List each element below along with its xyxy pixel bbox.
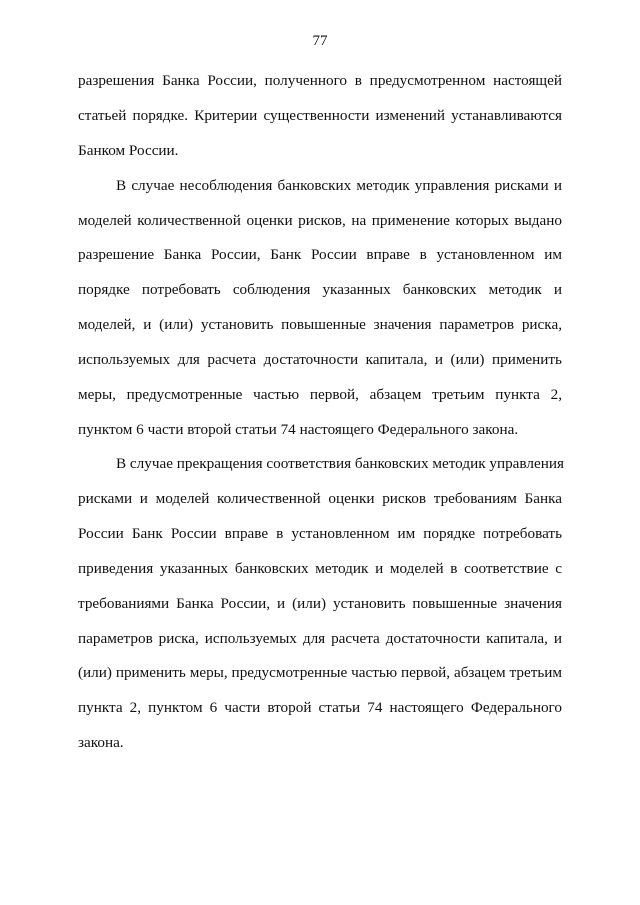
- paragraph-2-line-6: используемых для расчета достаточности капитала, и (или) применить: [78, 351, 562, 368]
- paragraph-2-line-2: моделей количественной оценки рисков, на применение которых выдано: [78, 212, 562, 229]
- paragraph-3-line-5: требованиями Банка России, и (или) установить повышенные значения: [78, 595, 562, 612]
- paragraph-1-line-3: Банком России.: [78, 142, 179, 159]
- paragraph-2-line-5: моделей, и (или) установить повышенные значения параметров риска,: [78, 316, 562, 333]
- paragraph-2-line-1: В случае несоблюдения банковских методик управления рисками и: [116, 177, 562, 194]
- paragraph-3-line-8: пункта 2, пунктом 6 части второй статьи 74 настоящего Федерального: [78, 699, 562, 716]
- paragraph-3-line-7: (или) применить меры, предусмотренные частью первой, абзацем третьим: [78, 664, 562, 681]
- paragraph-3-line-1: В случае прекращения соответствия банковских методик управления: [116, 455, 564, 472]
- paragraph-2-line-3: разрешение Банка России, Банк России вправе в установленном им: [78, 246, 562, 263]
- paragraph-3-line-2: рисками и моделей количественной оценки рисков требованиям Банка: [78, 490, 562, 507]
- paragraph-1-line-1: разрешения Банка России, полученного в предусмотренном настоящей: [78, 72, 562, 89]
- paragraph-1-line-2: статьей порядке. Критерии существенности изменений устанавливаются: [78, 107, 562, 124]
- page-number: 77: [312, 33, 328, 49]
- paragraph-2-line-7: меры, предусмотренные частью первой, абзацем третьим пункта 2,: [78, 386, 562, 403]
- paragraph-3-line-3: России Банк России вправе в установленном им порядке потребовать: [78, 525, 562, 542]
- paragraph-3-line-6: параметров риска, используемых для расчета достаточности капитала, и: [78, 630, 562, 647]
- paragraph-2-line-8: пунктом 6 части второй статьи 74 настоящего Федерального закона.: [78, 421, 519, 438]
- paragraph-3-line-9: закона.: [78, 734, 124, 751]
- paragraph-3-line-4: приведения указанных банковских методик и моделей в соответствие с: [78, 560, 562, 577]
- paragraph-2-line-4: порядке потребовать соблюдения указанных банковских методик и: [78, 281, 562, 298]
